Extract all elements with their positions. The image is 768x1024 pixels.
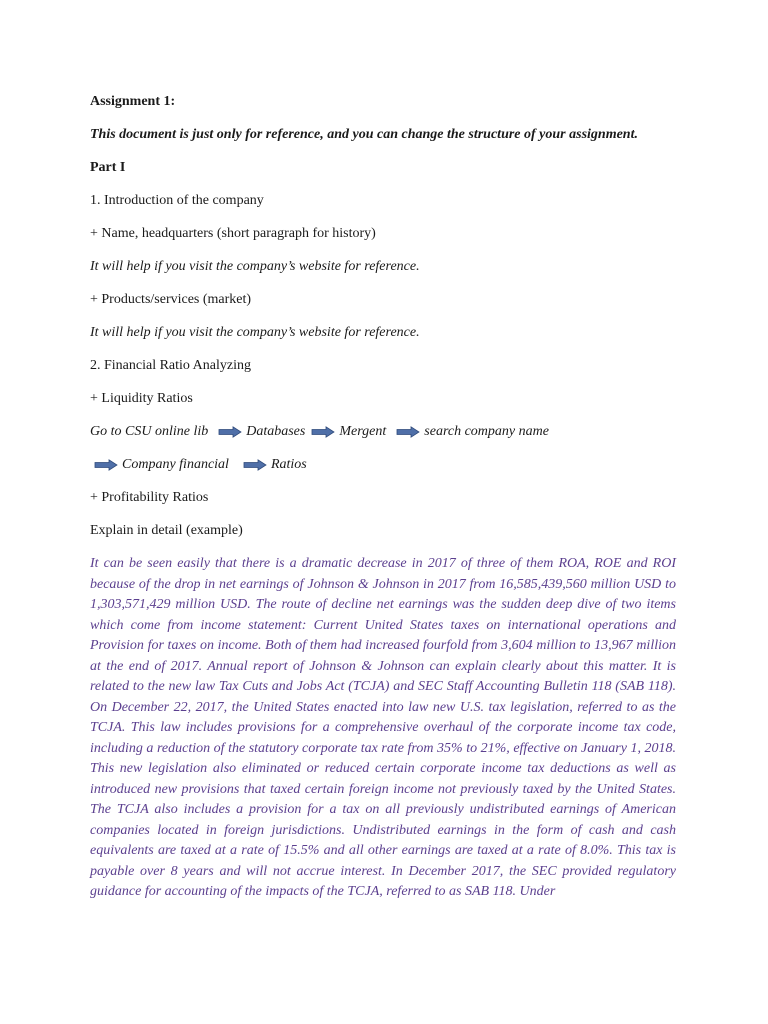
flow-step-databases: Databases bbox=[246, 424, 306, 439]
example-paragraph bbox=[90, 554, 676, 903]
right-arrow-icon bbox=[396, 426, 420, 438]
explain-heading: Explain in detail (example) bbox=[90, 523, 243, 538]
bullet-products-services: + Products/services (market) bbox=[90, 292, 252, 307]
hint-website-2: It will help if you visit the company’s website for reference. bbox=[90, 325, 420, 340]
navigation-flow-2 bbox=[90, 455, 676, 475]
right-arrow-icon bbox=[243, 459, 267, 471]
part-heading: Part I bbox=[90, 160, 126, 175]
flow-step-mergent: Mergent bbox=[339, 424, 387, 439]
right-arrow-icon bbox=[94, 459, 118, 471]
flow-step-ratios: Ratios bbox=[270, 457, 307, 472]
right-arrow-icon bbox=[311, 426, 335, 438]
bullet-liquidity-ratios: + Liquidity Ratios bbox=[90, 391, 193, 406]
right-arrow-icon bbox=[218, 426, 242, 438]
navigation-flow-1 bbox=[90, 422, 676, 442]
bullet-profitability-ratios: + Profitability Ratios bbox=[90, 490, 209, 505]
document-content bbox=[90, 92, 676, 903]
assignment-title: Assignment 1: bbox=[90, 94, 176, 109]
bullet-name-headquarters: + Name, headquarters (short paragraph for history) bbox=[90, 226, 376, 241]
example-paragraph-text: It can be seen easily that there is a dramatic decrease in 2017 of three of them ROA, ROE and ROI because of the drop in net earnings of Johnson & Johnson in 2017 from 16,585,439,560 million USD to 1,303,571,429 million USD. The route of decline net earnings was the sudden deep dive of two items which come from income statement: Current United States taxes on international operations and Provision for taxes on income. Both of them had increased fourfold from 3,604 million to 13,967 million at the end of 2017. Annual report of Johnson & Johnson can explain clearly about this matter. It is related to the new law Tax Cuts and Jobs Act (TCJA) and SEC Staff Accounting Bulletin 118 (SAB 118). On December 22, 2017, the United States enacted into law new U.S. tax legislation, referred to as the TCJA. This law includes provisions for a comprehensive overhaul of the corporate income tax code, including a reduction of the statutory corporate tax rate from 35% to 21%, effective on January 1, 2018. This new legislation also eliminated or reduced certain corporate income tax deductions as well as introduced new provisions that taxed certain foreign income not previously taxed by the United States. The TCJA also includes a provision for a tax on all previously undistributed earnings of American companies located in foreign jurisdictions. Undistributed earnings in the form of cash and cash equivalents are taxed at a rate of 15.5% and all other earnings are taxed at a rate of 8.0%. This tax is payable over 8 years and will not accrue interest. In December 2017, the SEC provided regulatory guidance for accounting of the impacts of the TCJA, referred to as SAB 118. Under bbox=[90, 556, 676, 899]
flow-step-search-company: search company name bbox=[424, 424, 549, 439]
flow-step-csu-online-lib: Go to CSU online lib bbox=[90, 424, 209, 439]
section-introduction: 1. Introduction of the company bbox=[90, 193, 264, 208]
reference-note: This document is just only for reference, and you can change the structure of your assignment. bbox=[90, 127, 638, 142]
hint-website-1: It will help if you visit the company’s website for reference. bbox=[90, 259, 420, 274]
flow-step-company-financial: Company financial bbox=[122, 457, 229, 472]
section-financial-ratio: 2. Financial Ratio Analyzing bbox=[90, 358, 251, 373]
